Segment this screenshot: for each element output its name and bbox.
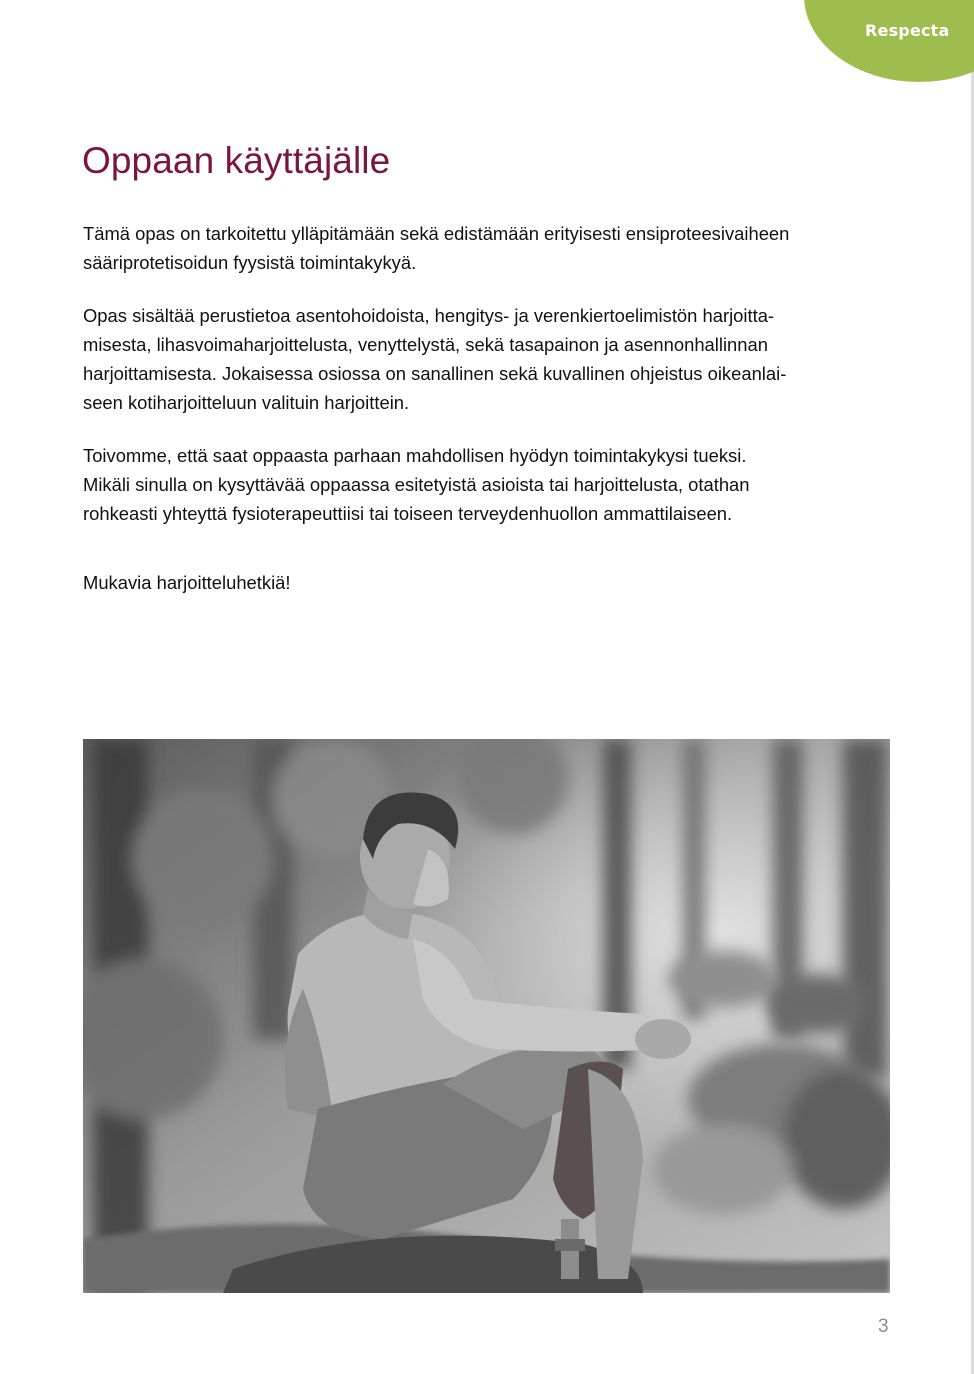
page-title: Oppaan käyttäjälle bbox=[82, 140, 391, 181]
brand-logo-text: Respecta bbox=[865, 21, 950, 40]
paragraph-2 bbox=[83, 301, 913, 417]
text-line: seen kotiharjoitteluun valituin harjoittein. bbox=[83, 392, 410, 413]
page-number: 3 bbox=[878, 1316, 889, 1337]
body-text bbox=[83, 219, 913, 597]
brand-tab bbox=[804, 0, 974, 82]
text-line: misesta, lihasvoimaharjoittelusta, venyttelystä, sekä tasapainon ja asennonhallinnan bbox=[83, 334, 768, 355]
photo-illustration bbox=[83, 739, 890, 1293]
text-line: Tämä opas on tarkoitettu ylläpitämään sekä edistämään erityisesti ensiproteesivaiheen bbox=[83, 223, 790, 244]
paragraph-1 bbox=[83, 219, 913, 277]
text-line: Opas sisältää perustietoa asentohoidoista, hengitys- ja verenkiertoelimistön harjoitta- bbox=[83, 305, 775, 326]
text-line: rohkeasti yhteyttä fysioterapeuttiisi tai toiseen terveydenhuollon ammattilaiseen. bbox=[83, 503, 733, 524]
paragraph-3 bbox=[83, 441, 913, 528]
text-line: harjoittamisesta. Jokaisessa osiossa on sanallinen sekä kuvallinen ohjeistus oikeanlai- bbox=[83, 363, 787, 384]
text-line: Toivomme, että saat oppaasta parhaan mahdollisen hyödyn toimintakykysi tueksi. bbox=[83, 445, 747, 466]
text-line: Mikäli sinulla on kysyttävää oppaassa esitetyistä asioista tai harjoittelusta, otathan bbox=[83, 474, 750, 495]
text-line: sääriprotetisoidun fyysistä toimintakykyä. bbox=[83, 252, 417, 273]
photo-man-with-leg-prosthesis bbox=[83, 739, 890, 1293]
closing-line: Mukavia harjoitteluhetkiä! bbox=[83, 572, 291, 593]
